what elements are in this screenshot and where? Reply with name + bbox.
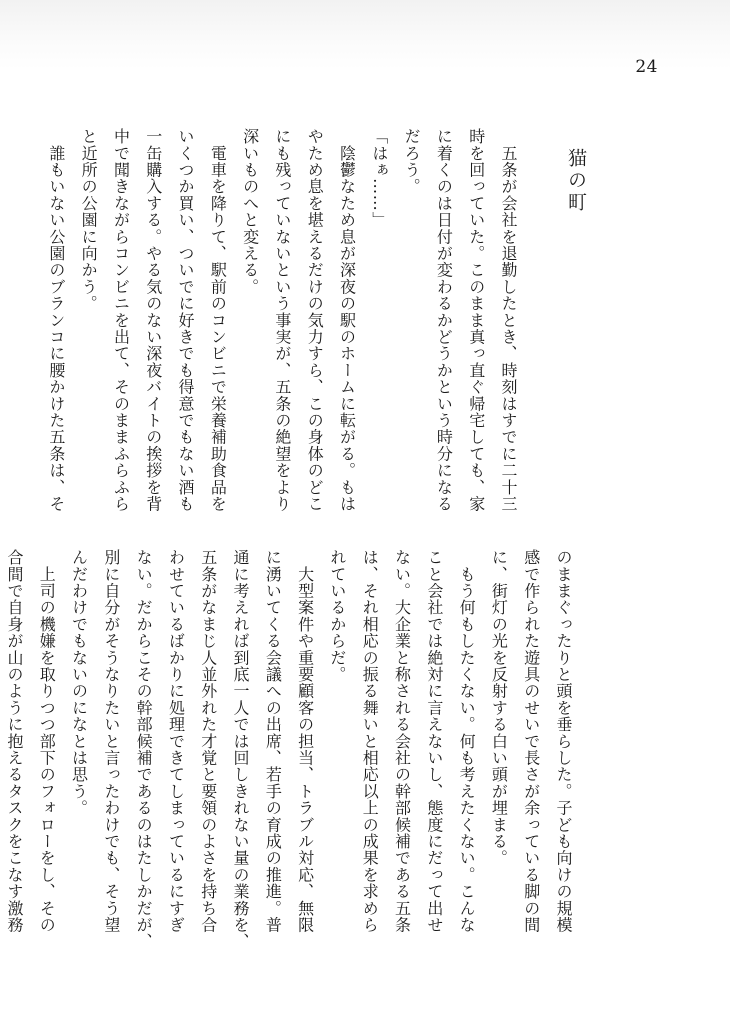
text-line: 大型案件や重要顧客の担当、トラブル対応、無限: [295, 549, 315, 934]
text-line: は、それ相応の振る舞いと相応以上の成果を求めら: [360, 549, 380, 934]
text-line: 陰鬱なため息が深夜の駅のホームに転がる。もは: [337, 128, 357, 513]
text-line: 五条がなまじ人並外れた才覚と要領のよさを持ち合: [198, 549, 218, 934]
text-line: に湧いてくる会議への出席、若手の育成の推進。普: [263, 549, 283, 934]
text-line: れているからだ。: [327, 549, 347, 683]
text-line: 感で作られた遊具のせいで長さが余っている脚の間: [521, 549, 541, 934]
text-line: 電車を降りて、駅前のコンビニで栄養補助食品を: [208, 128, 228, 513]
text-line: と近所の公園に向かう。: [79, 128, 99, 312]
upper-text-block: [46, 128, 524, 513]
text-line: 合間で自身が山のように抱えるタスクをこなす激務: [4, 549, 24, 934]
text-line: ない。大企業と称される会社の幹部候補である五条: [392, 549, 412, 934]
page-number: 24: [635, 57, 658, 77]
text-line: のままぐったりと頭を垂らした。子ども向けの規模: [554, 549, 573, 934]
text-line: に着くのは日付が変わるかどうかという時分になる: [434, 128, 454, 513]
text-line: いくつか買い、ついでに好きでも得意でもない酒も: [176, 128, 196, 513]
text-line: ない。だからこその幹部候補であるのはたしかだが、: [134, 549, 154, 950]
text-line: 別に自分がそうなりたいと言ったわけでも、そう望: [101, 549, 121, 934]
text-line: だろう。: [402, 128, 422, 195]
text-line: に、街灯の光を反射する白い頭が埋まる。: [489, 549, 509, 867]
text-line: こと会社では絶対に言えないし、態度にだって出せ: [424, 549, 444, 934]
text-line: やため息を堪えるだけの気力すら、この身体のどこ: [305, 128, 325, 513]
chapter-title: 猫の町: [565, 148, 587, 214]
text-line: 「はぁ……」: [369, 128, 389, 229]
text-line: 時を回っていた。このまま真っ直ぐ帰宅しても、家: [466, 128, 486, 513]
text-line: 中で聞きながらコンビニを出て、そのままふらふら: [111, 128, 131, 513]
text-line: んだわけでもないのになとは思う。: [69, 549, 89, 817]
text-line: わせているばかりに処理できてしまっているにすぎ: [166, 549, 186, 934]
lower-text-block: [4, 549, 579, 951]
text-line: 深いものへと変える。: [240, 128, 260, 295]
text-line: にも残っていないという事実が、五条の絶望をより: [272, 128, 292, 513]
text-line: 一缶購入する。やる気のない深夜バイトの挨拶を背: [143, 128, 163, 513]
text-line: もう何もしたくない。何も考えたくない。こんな: [457, 549, 477, 934]
text-line: 上司の機嫌を取りつつ部下のフォローをし、その: [37, 549, 57, 934]
text-line: 通に考えれば到底一人では回しきれない量の業務を、: [231, 549, 251, 950]
text-line: 誰もいない公園のブランコに腰かけた五条は、そ: [46, 128, 66, 513]
text-line: 五条が会社を退勤したとき、時刻はすでに二十三: [499, 128, 518, 513]
